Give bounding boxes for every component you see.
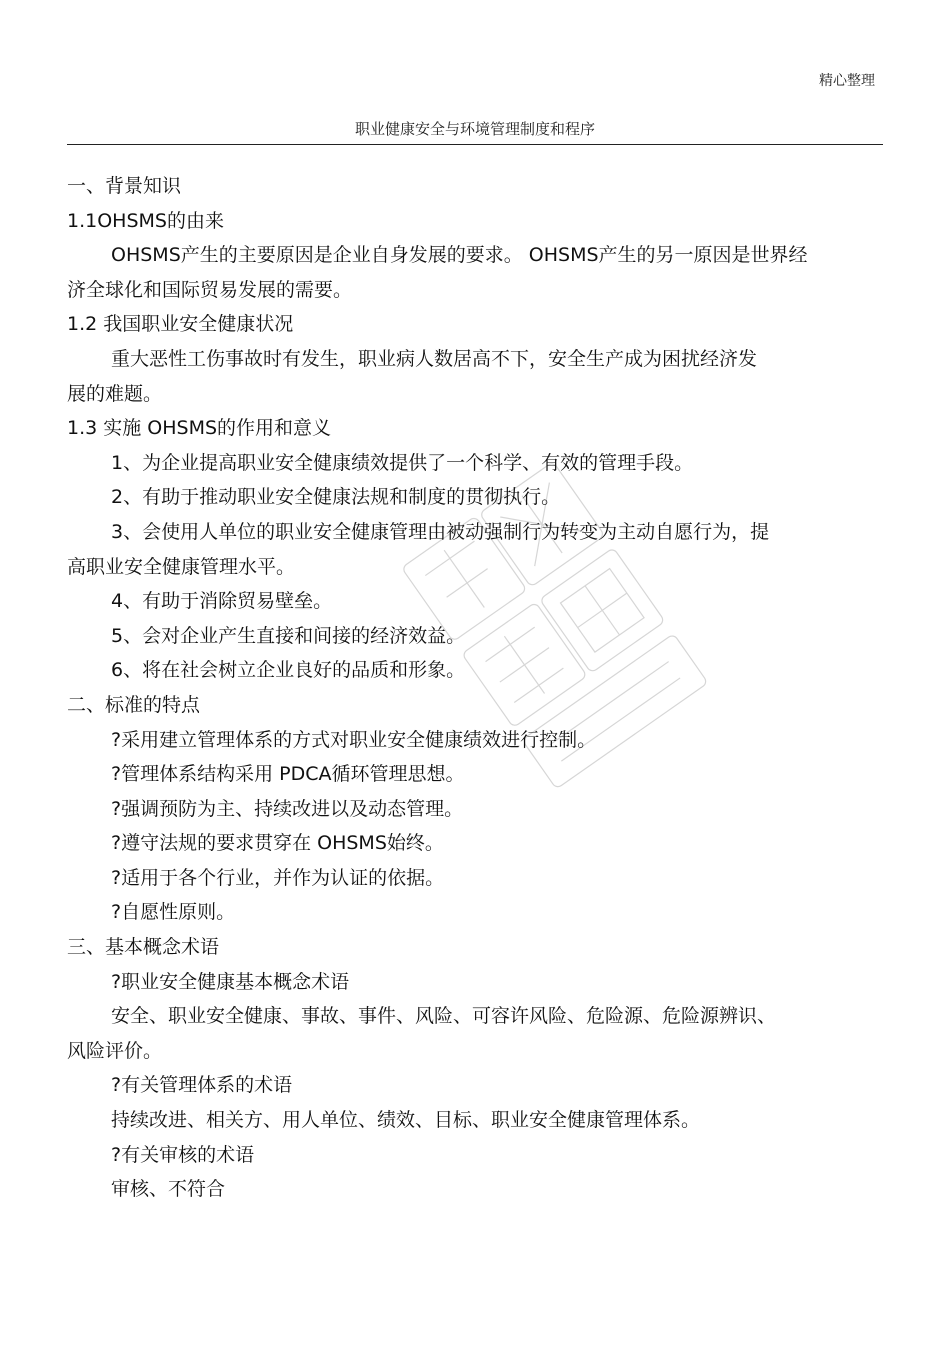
paragraph-line: 展的难题。	[67, 382, 163, 405]
document-title: 职业健康安全与环境管理制度和程序	[354, 120, 595, 138]
list-item: ?自愿性原则。	[111, 901, 236, 924]
header-divider	[67, 144, 883, 145]
list-item: ?管理体系结构采用 PDCA循环管理思想。	[111, 763, 465, 786]
list-item: 6、将在社会树立企业良好的品质和形象。	[111, 659, 466, 682]
list-item: ?强调预防为主、持续改进以及动态管理。	[111, 797, 464, 820]
subsection-heading: 1.1OHSMS的由来	[67, 209, 224, 232]
paragraph-line: 持续改进、相关方、用人单位、绩效、目标、职业安全健康管理体系。	[111, 1109, 701, 1132]
list-item: 1、为企业提高职业安全健康绩效提供了一个科学、有效的管理手段。	[111, 451, 694, 474]
section-heading: 三、基本概念术语	[67, 936, 220, 959]
document-body	[67, 169, 887, 1207]
paragraph-line: 重大恶性工伤事故时有发生，职业病人数居高不下，安全生产成为困扰经济发	[111, 347, 758, 370]
list-item: 4、有助于消除贸易壁垒。	[111, 590, 333, 613]
list-item: 高职业安全健康管理水平。	[67, 555, 296, 578]
section-heading: 二、标准的特点	[67, 693, 201, 716]
list-item: ?适用于各个行业，并作为认证的依据。	[111, 866, 445, 889]
list-item: ?有关审核的术语	[111, 1143, 255, 1166]
paragraph-line: OHSMS产生的主要原因是企业自身发展的要求。 OHSMS产生的另一原因是世界经	[111, 244, 808, 267]
subsection-heading: 1.3 实施 OHSMS的作用和意义	[67, 417, 332, 440]
paragraph-line: 济全球化和国际贸易发展的需要。	[67, 278, 353, 301]
list-item: 5、会对企业产生直接和间接的经济效益。	[111, 624, 466, 647]
paragraph-line: 审核、不符合	[111, 1178, 226, 1201]
paragraph-line: 风险评价。	[67, 1039, 163, 1062]
section-heading: 一、背景知识	[67, 175, 182, 197]
list-item: ?采用建立管理体系的方式对职业安全健康绩效进行控制。	[111, 728, 597, 751]
paragraph-line: 安全、职业安全健康、事故、事件、风险、可容许风险、危险源、危险源辨识、	[111, 1005, 777, 1028]
subsection-heading: 1.2 我国职业安全健康状况	[67, 313, 294, 336]
list-item: 2、有助于推动职业安全健康法规和制度的贯彻执行。	[111, 486, 561, 509]
list-item: 3、会使用人单位的职业安全健康管理由被动强制行为转变为主动自愿行为，提	[111, 520, 770, 543]
page-header-label: 精心整理	[819, 73, 875, 89]
list-item: ?职业安全健康基本概念术语	[111, 970, 350, 993]
list-item: ?遵守法规的要求贯穿在 OHSMS始终。	[111, 832, 444, 855]
list-item: ?有关管理体系的术语	[111, 1074, 293, 1097]
